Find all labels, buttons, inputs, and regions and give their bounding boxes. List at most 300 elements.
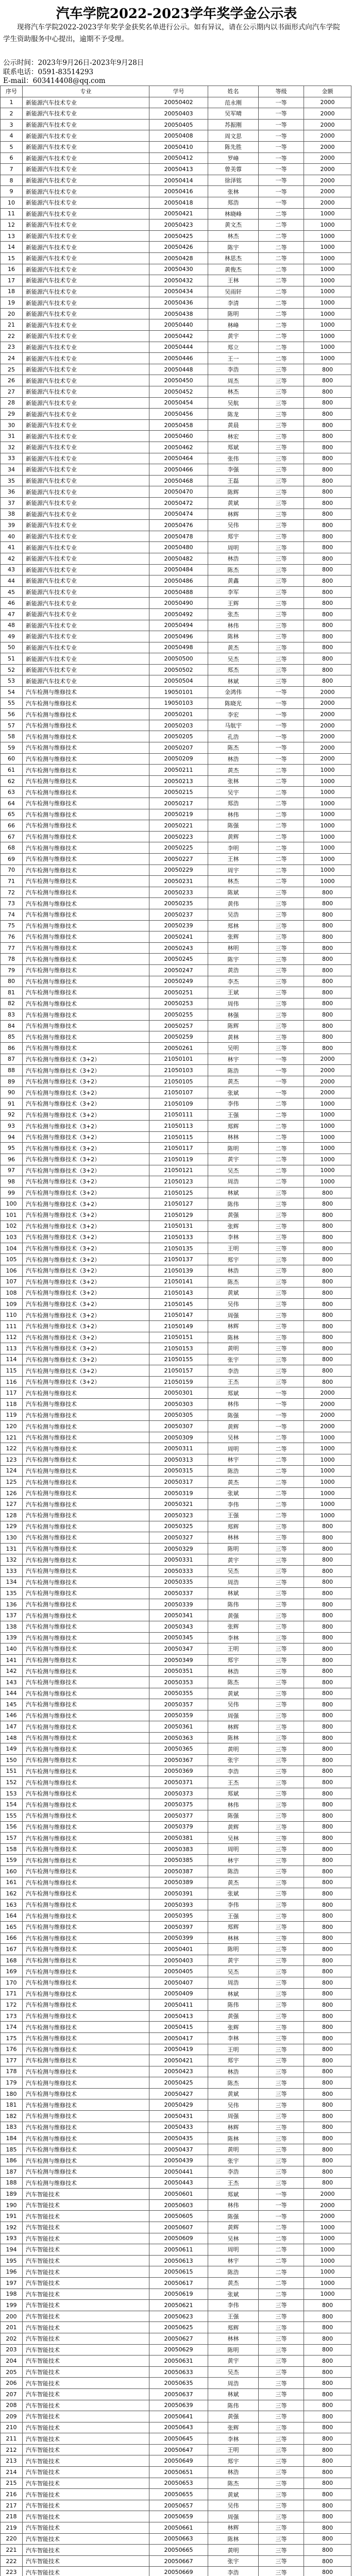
cell-amount: 800: [304, 2122, 351, 2133]
table-row: [1, 775, 351, 787]
table-row: [1, 1076, 351, 1087]
cell-student-id: 20050355: [149, 1688, 208, 1699]
cell-level: 二等: [259, 275, 304, 286]
cell-name: 范永刚: [208, 97, 259, 108]
cell-level: 二等: [259, 1432, 304, 1443]
cell-index: 47: [1, 608, 23, 620]
table-row: [1, 2066, 351, 2077]
cell-student-id: 20050504: [149, 675, 208, 687]
cell-name: 黄宇: [208, 1955, 259, 1966]
cell-index: 16: [1, 264, 23, 275]
cell-major: 汽车检测与维修技术: [23, 1988, 149, 1999]
cell-amount: 800: [304, 976, 351, 987]
cell-index: 5: [1, 141, 23, 152]
cell-name: 周伟: [208, 998, 259, 1009]
table-row: [1, 264, 351, 275]
cell-index: 144: [1, 1688, 23, 1699]
cell-level: 二等: [259, 1465, 304, 1477]
table-row: [1, 1877, 351, 1888]
cell-index: 158: [1, 1843, 23, 1855]
cell-index: 222: [1, 2555, 23, 2567]
table-row: [1, 2366, 351, 2378]
cell-student-id: 20050365: [149, 1743, 208, 1755]
table-row: [1, 987, 351, 998]
table-row: [1, 242, 351, 253]
table-row: [1, 1310, 351, 1321]
cell-level: 三等: [259, 1921, 304, 1933]
cell-index: 99: [1, 1187, 23, 1198]
cell-student-id: 21050123: [149, 1176, 208, 1188]
table-row: [1, 765, 351, 776]
cell-major: 汽车检测与维修技术: [23, 876, 149, 887]
cell-student-id: 20050421: [149, 2055, 208, 2066]
cell-amount: 800: [304, 2322, 351, 2333]
cell-index: 19: [1, 297, 23, 309]
table-row: [1, 553, 351, 564]
cell-major: 汽车检测与维修技术（3+2）: [23, 1098, 149, 1110]
cell-index: 143: [1, 1676, 23, 1688]
cell-index: 76: [1, 931, 23, 943]
cell-name: 苏振刚: [208, 119, 259, 130]
table-row: [1, 1320, 351, 1332]
cell-index: 9: [1, 186, 23, 197]
table-row: [1, 1143, 351, 1154]
table-row: [1, 2400, 351, 2411]
cell-major: 新能源汽车技术专业: [23, 242, 149, 253]
cell-major: 汽车检测与维修技术: [23, 2133, 149, 2144]
cell-amount: 800: [304, 909, 351, 920]
cell-name: 林杰: [208, 876, 259, 887]
cell-name: 林浩: [208, 2066, 259, 2077]
cell-index: 105: [1, 1254, 23, 1265]
cell-amount: 1000: [304, 275, 351, 286]
cell-name: 吴伟: [208, 520, 259, 531]
cell-name: 黄晨: [208, 419, 259, 431]
cell-index: 110: [1, 1310, 23, 1321]
cell-level: 三等: [259, 2111, 304, 2122]
cell-amount: 800: [304, 931, 351, 943]
cell-student-id: 21050127: [149, 1198, 208, 1210]
cell-name: 周文思: [208, 130, 259, 142]
cell-index: 221: [1, 2545, 23, 2556]
cell-index: 177: [1, 2055, 23, 2066]
cell-level: 三等: [259, 920, 304, 931]
cell-amount: 800: [304, 564, 351, 575]
cell-amount: 1000: [304, 353, 351, 364]
cell-student-id: 20050223: [149, 831, 208, 842]
cell-major: 新能源汽车技术专业: [23, 186, 149, 197]
cell-name: 陈辉: [208, 486, 259, 498]
cell-name: 陈林: [208, 1732, 259, 1743]
cell-student-id: 20050209: [149, 753, 208, 765]
cell-student-id: 20050213: [149, 775, 208, 787]
cell-major: 汽车检测与维修技术: [23, 1933, 149, 1944]
cell-level: 二等: [259, 353, 304, 364]
cell-name: 林杰: [208, 386, 259, 398]
cell-name: 黄斌: [208, 1287, 259, 1299]
cell-amount: 1000: [304, 1499, 351, 1510]
cell-major: 汽车检测与维修技术（3+2）: [23, 1087, 149, 1098]
cell-amount: 800: [304, 1276, 351, 1287]
cell-amount: 800: [304, 1599, 351, 1610]
cell-amount: 800: [304, 1332, 351, 1343]
cell-major: 汽车检测与维修技术: [23, 698, 149, 709]
cell-index: 36: [1, 486, 23, 498]
cell-name: 黄斌: [208, 497, 259, 509]
cell-level: 三等: [259, 931, 304, 943]
cell-index: 184: [1, 2133, 23, 2144]
cell-level: 三等: [259, 2467, 304, 2478]
cell-amount: 1000: [304, 252, 351, 264]
cell-index: 25: [1, 364, 23, 375]
cell-major: 新能源汽车技术专业: [23, 141, 149, 152]
cell-name: 王明: [208, 1243, 259, 1254]
cell-major: 汽车检测与维修技术: [23, 2022, 149, 2033]
cell-amount: 800: [304, 1532, 351, 1544]
cell-level: 三等: [259, 2478, 304, 2489]
cell-major: 汽车智能技术: [23, 2378, 149, 2389]
cell-student-id: 20050381: [149, 1833, 208, 1844]
table-row: [1, 1766, 351, 1777]
table-row: [1, 1977, 351, 1988]
cell-index: 141: [1, 1654, 23, 1666]
table-row: [1, 1721, 351, 1733]
cell-index: 149: [1, 1743, 23, 1755]
cell-amount: 800: [304, 1287, 351, 1299]
cell-level: 三等: [259, 1966, 304, 1977]
cell-index: 66: [1, 820, 23, 832]
cell-level: 三等: [259, 1888, 304, 1900]
cell-index: 142: [1, 1666, 23, 1677]
cell-amount: 800: [304, 1209, 351, 1221]
cell-amount: 800: [304, 2511, 351, 2522]
cell-index: 92: [1, 1109, 23, 1121]
table-row: [1, 898, 351, 909]
cell-name: 李军: [208, 586, 259, 598]
cell-level: 二等: [259, 787, 304, 798]
cell-name: 周明: [208, 542, 259, 553]
cell-index: 155: [1, 1810, 23, 1822]
cell-student-id: 21050121: [149, 1165, 208, 1176]
cell-student-id: 20050659: [149, 2511, 208, 2522]
cell-level: 三等: [259, 1977, 304, 1988]
cell-major: 汽车检测与维修技术: [23, 1977, 149, 1988]
cell-index: 133: [1, 1565, 23, 1577]
cell-amount: 800: [304, 464, 351, 476]
cell-student-id: 20050435: [149, 2133, 208, 2144]
cell-major: 汽车检测与维修技术: [23, 1043, 149, 1054]
table-row: [1, 909, 351, 920]
table-row: [1, 1966, 351, 1977]
cell-major: 汽车检测与维修技术（3+2）: [23, 1131, 149, 1143]
header-level: 等级: [259, 86, 304, 97]
cell-student-id: 20050233: [149, 887, 208, 898]
cell-student-id: 20050247: [149, 964, 208, 976]
cell-index: 59: [1, 742, 23, 754]
table-row: [1, 2344, 351, 2355]
cell-student-id: 20050454: [149, 397, 208, 409]
cell-major: 汽车检测与维修技术: [23, 775, 149, 787]
cell-level: 二等: [259, 264, 304, 275]
table-row: [1, 731, 351, 742]
cell-level: 三等: [259, 1532, 304, 1544]
cell-name: 吴伟: [208, 2099, 259, 2111]
table-row: [1, 2122, 351, 2133]
cell-index: 90: [1, 1087, 23, 1098]
cell-amount: 2000: [304, 108, 351, 120]
cell-amount: 1000: [304, 286, 351, 297]
cell-name: 林斌: [208, 1187, 259, 1198]
cell-student-id: 20050309: [149, 1432, 208, 1443]
cell-student-id: 21050117: [149, 1143, 208, 1154]
cell-level: 二等: [259, 831, 304, 842]
cell-level: 三等: [259, 2122, 304, 2133]
cell-student-id: 21050149: [149, 1320, 208, 1332]
cell-major: 汽车检测与维修技术: [23, 1443, 149, 1454]
table-row: [1, 486, 351, 498]
cell-level: 三等: [259, 2155, 304, 2166]
cell-major: 汽车检测与维修技术: [23, 1643, 149, 1655]
cell-major: 汽车检测与维修技术: [23, 1399, 149, 1410]
header-major: 专业: [23, 86, 149, 97]
cell-major: 汽车检测与维修技术（3+2）: [23, 1165, 149, 1176]
cell-major: 汽车检测与维修技术: [23, 2155, 149, 2166]
cell-level: 三等: [259, 964, 304, 976]
cell-level: 三等: [259, 2388, 304, 2400]
cell-amount: 800: [304, 364, 351, 375]
cell-major: 汽车检测与维修技术: [23, 1521, 149, 1532]
table-row: [1, 1654, 351, 1666]
cell-level: 三等: [259, 642, 304, 653]
cell-level: 二等: [259, 219, 304, 231]
cell-name: 吴明: [208, 1043, 259, 1054]
table-row: [1, 1933, 351, 1944]
cell-major: 汽车检测与维修技术: [23, 2066, 149, 2077]
cell-amount: 1000: [304, 1432, 351, 1443]
cell-amount: 800: [304, 1187, 351, 1198]
cell-name: 林斌: [208, 1988, 259, 1999]
cell-major: 汽车检测与维修技术: [23, 2111, 149, 2122]
cell-amount: 2000: [304, 152, 351, 164]
cell-level: 一等: [259, 130, 304, 142]
table-row: [1, 709, 351, 720]
cell-student-id: 20050402: [149, 97, 208, 108]
cell-name: 张辉: [208, 1621, 259, 1632]
cell-amount: 800: [304, 2522, 351, 2534]
intro-paragraph: 现将汽车学院2022-2023学年奖学金获奖名单进行公示。如有异议，请在公示期内以书面形式向汽车学院学生资助服务中心提出，逾期不予受理。: [3, 23, 340, 43]
cell-name: 陈明: [208, 2344, 259, 2355]
cell-level: 二等: [259, 1176, 304, 1188]
contact-phone: 联系电话：0591-83514293: [3, 68, 94, 76]
cell-major: 汽车检测与维修技术（3+2）: [23, 1143, 149, 1154]
cell-name: 吴林: [208, 1833, 259, 1844]
cell-major: 汽车检测与维修技术（3+2）: [23, 1121, 149, 1132]
table-row: [1, 297, 351, 309]
cell-level: 三等: [259, 1666, 304, 1677]
cell-level: 三等: [259, 2077, 304, 2089]
cell-major: 汽车检测与维修技术（3+2）: [23, 1176, 149, 1188]
cell-level: 三等: [259, 2055, 304, 2066]
cell-name: 林林: [208, 1933, 259, 1944]
table-row: [1, 1676, 351, 1688]
cell-major: 汽车检测与维修技术: [23, 2010, 149, 2022]
cell-name: 林伟: [208, 809, 259, 820]
cell-major: 汽车检测与维修技术（3+2）: [23, 1365, 149, 1377]
cell-major: 新能源汽车技术专业: [23, 97, 149, 108]
cell-level: 三等: [259, 1855, 304, 1866]
cell-student-id: 20050321: [149, 1499, 208, 1510]
table-row: [1, 931, 351, 943]
cell-amount: 800: [304, 1843, 351, 1855]
cell-name: 陈明: [208, 1944, 259, 1955]
table-row: [1, 542, 351, 553]
cell-name: 王杰: [208, 2177, 259, 2189]
cell-major: 汽车智能技术: [23, 2289, 149, 2300]
cell-student-id: 20050464: [149, 453, 208, 464]
table-row: [1, 876, 351, 887]
cell-name: 李清: [208, 297, 259, 309]
cell-index: 51: [1, 653, 23, 665]
table-row: [1, 2444, 351, 2455]
cell-level: 二等: [259, 230, 304, 242]
cell-name: 周宇: [208, 865, 259, 876]
cell-index: 41: [1, 542, 23, 553]
table-row: [1, 2355, 351, 2367]
cell-amount: 800: [304, 1565, 351, 1577]
cell-name: 陈林: [208, 1332, 259, 1343]
cell-name: 郑杰: [208, 664, 259, 675]
cell-student-id: 21050103: [149, 1065, 208, 1076]
cell-student-id: 21050137: [149, 1254, 208, 1265]
cell-major: 汽车智能技术: [23, 2522, 149, 2534]
cell-amount: 2000: [304, 130, 351, 142]
cell-major: 新能源汽车技术专业: [23, 331, 149, 342]
table-row: [1, 2511, 351, 2522]
cell-major: 新能源汽车技术专业: [23, 175, 149, 186]
cell-major: 新能源汽车技术专业: [23, 119, 149, 130]
table-row: [1, 1910, 351, 1922]
cell-student-id: 20050323: [149, 1510, 208, 1521]
cell-level: 二等: [259, 1477, 304, 1488]
cell-name: 郑宇: [208, 1654, 259, 1666]
cell-major: 汽车检测与维修技术: [23, 1676, 149, 1688]
cell-student-id: 20050462: [149, 442, 208, 453]
table-row: [1, 1666, 351, 1677]
cell-amount: 1000: [304, 787, 351, 798]
cell-level: 二等: [259, 1165, 304, 1176]
table-row: [1, 842, 351, 854]
cell-major: 汽车检测与维修技术: [23, 1732, 149, 1743]
cell-index: 136: [1, 1599, 23, 1610]
cell-name: 黄辉: [208, 1421, 259, 1432]
cell-major: 新能源汽车技术专业: [23, 653, 149, 665]
cell-amount: 800: [304, 1721, 351, 1733]
cell-name: 林辉: [208, 2522, 259, 2534]
cell-index: 175: [1, 2032, 23, 2044]
cell-name: 黄明: [208, 1343, 259, 1354]
cell-student-id: 21050111: [149, 1109, 208, 1121]
cell-index: 193: [1, 2233, 23, 2244]
cell-name: 周强: [208, 1710, 259, 1721]
cell-major: 汽车检测与维修技术: [23, 1966, 149, 1977]
cell-name: 林辉: [208, 1721, 259, 1733]
cell-amount: 800: [304, 1254, 351, 1265]
cell-index: 182: [1, 2111, 23, 2122]
cell-index: 35: [1, 475, 23, 486]
cell-amount: 800: [304, 575, 351, 587]
cell-name: 陈浩: [208, 2266, 259, 2278]
cell-student-id: 20050412: [149, 152, 208, 164]
cell-student-id: 20050653: [149, 2478, 208, 2489]
cell-level: 三等: [259, 1365, 304, 1377]
cell-level: 三等: [259, 1565, 304, 1577]
cell-student-id: 21050147: [149, 1310, 208, 1321]
cell-name: 郑辉: [208, 1921, 259, 1933]
cell-name: 陈晓光: [208, 698, 259, 709]
cell-student-id: 20050613: [149, 2255, 208, 2266]
cell-student-id: 21050129: [149, 1209, 208, 1221]
cell-student-id: 20050657: [149, 2500, 208, 2511]
cell-student-id: 20050367: [149, 1755, 208, 1766]
cell-amount: 2000: [304, 141, 351, 152]
cell-amount: 800: [304, 1732, 351, 1743]
cell-student-id: 20050393: [149, 1899, 208, 1910]
cell-level: 三等: [259, 1933, 304, 1944]
cell-major: 汽车检测与维修技术: [23, 1554, 149, 1566]
cell-index: 40: [1, 531, 23, 542]
table-row: [1, 141, 351, 152]
cell-amount: 800: [304, 1666, 351, 1677]
cell-student-id: 20050407: [149, 1977, 208, 1988]
cell-level: 三等: [259, 2032, 304, 2044]
cell-major: 汽车检测与维修技术: [23, 1721, 149, 1733]
cell-index: 83: [1, 1009, 23, 1021]
cell-index: 131: [1, 1543, 23, 1554]
cell-student-id: 19050101: [149, 687, 208, 698]
cell-amount: 800: [304, 2010, 351, 2022]
cell-name: 陈林: [208, 2133, 259, 2144]
cell-major: 汽车检测与维修技术（3+2）: [23, 1065, 149, 1076]
cell-student-id: 20050319: [149, 1487, 208, 1499]
cell-amount: 800: [304, 1632, 351, 1643]
table-row: [1, 1577, 351, 1588]
table-row: [1, 1499, 351, 1510]
cell-index: 88: [1, 1065, 23, 1076]
cell-level: 三等: [259, 2088, 304, 2099]
cell-amount: 800: [304, 1999, 351, 2011]
cell-amount: 800: [304, 2378, 351, 2389]
cell-major: 汽车检测与维修技术: [23, 1821, 149, 1833]
cell-level: 三等: [259, 520, 304, 531]
cell-level: 三等: [259, 2311, 304, 2322]
cell-name: 周浩: [208, 1176, 259, 1188]
cell-name: 黄宇: [208, 331, 259, 342]
table-row: [1, 1465, 351, 1477]
cell-major: 汽车检测与维修技术: [23, 976, 149, 987]
table-row: [1, 631, 351, 642]
cell-name: 黄杰: [208, 1877, 259, 1888]
cell-level: 一等: [259, 164, 304, 175]
cell-level: 三等: [259, 1766, 304, 1777]
table-row: [1, 942, 351, 954]
table-row: [1, 1243, 351, 1254]
cell-index: 7: [1, 164, 23, 175]
cell-name: 黄杰: [208, 765, 259, 776]
cell-amount: 800: [304, 1232, 351, 1243]
cell-major: 汽车检测与维修技术: [23, 1855, 149, 1866]
cell-index: 166: [1, 1933, 23, 1944]
cell-level: 二等: [259, 1487, 304, 1499]
